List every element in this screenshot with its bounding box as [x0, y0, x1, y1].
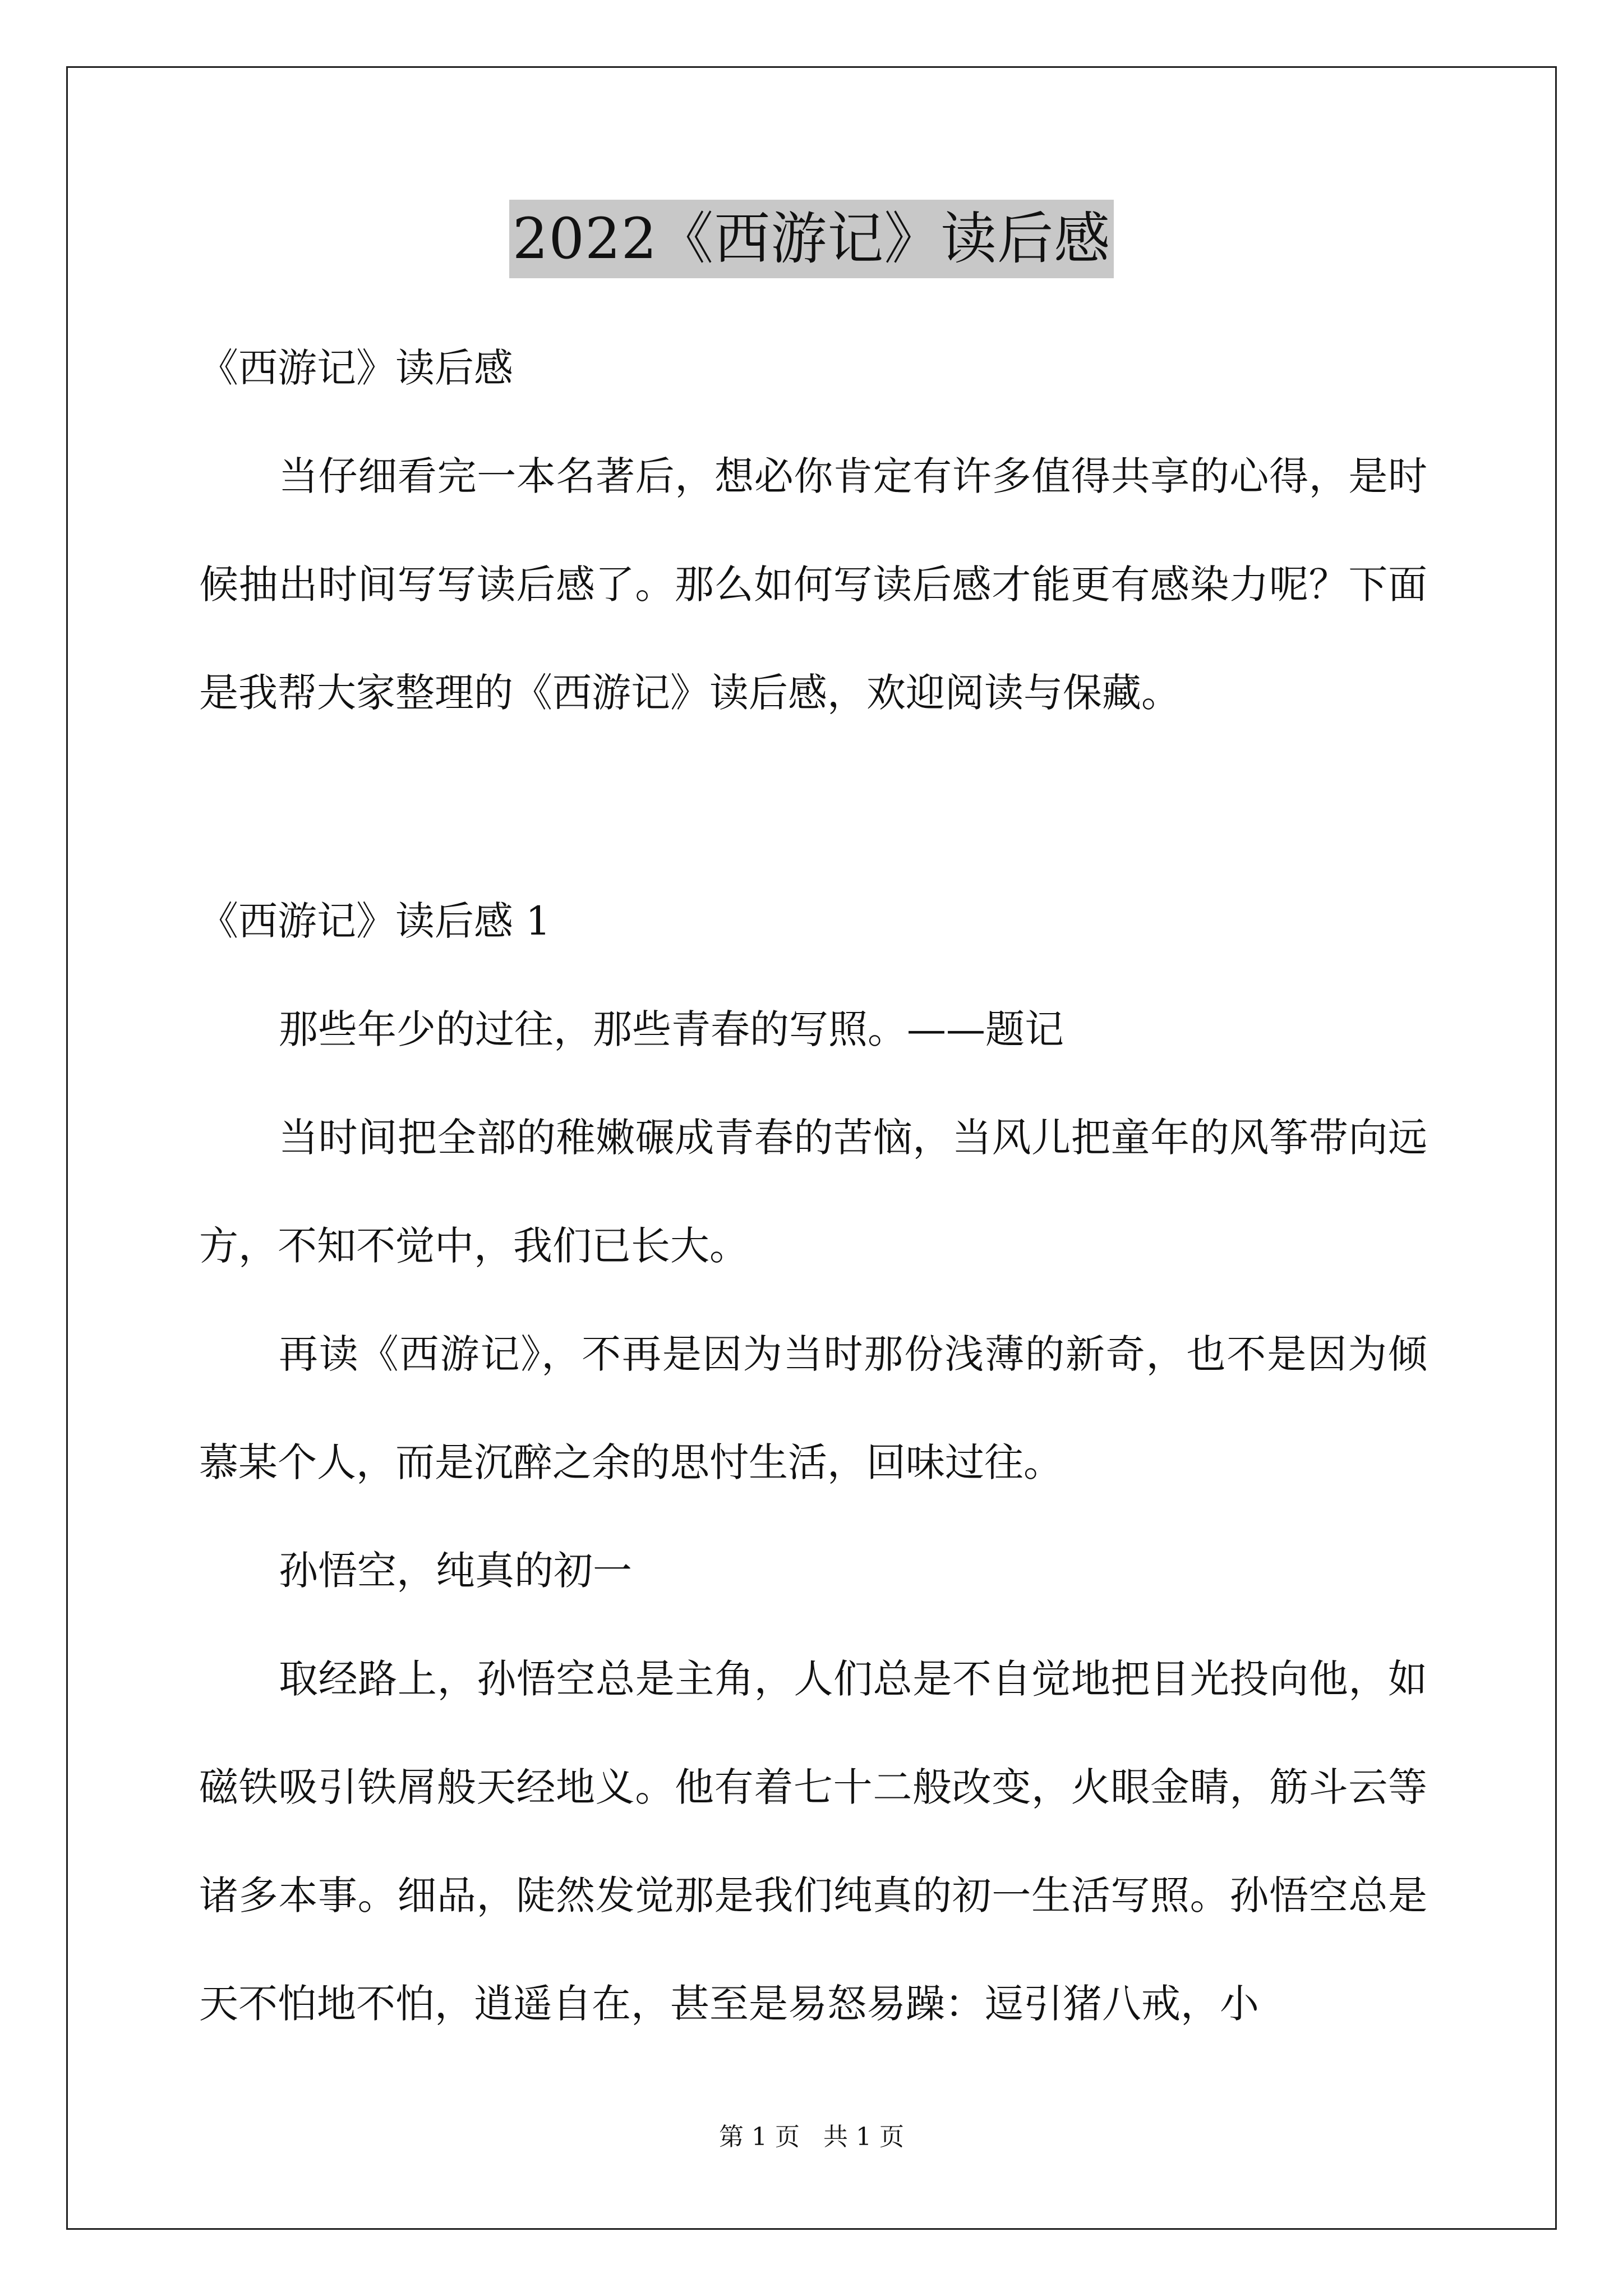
intro-heading: 《西游记》读后感 [199, 345, 513, 391]
page-total: 共 1 页 [823, 2123, 904, 2151]
title-wrap [0, 200, 1623, 278]
document-body [199, 314, 1427, 2058]
epigraph-paragraph: 那些年少的过往，那些青春的写照。——题记 [279, 1006, 1064, 1052]
section-heading: 《西游记》读后感 1 [199, 898, 551, 944]
body-paragraph: 取经路上，孙悟空总是主角，人们总是不自觉地把目光投向他，如磁铁吸引铁屑般天经地义。他有着七十二般改变，火眼金睛，筋斗云等诸多本事。细品，陡然发觉那是我们纯真的初一生活写照。孙悟空总是天不怕地不怕，逍遥自在，甚至是易怒易躁：逗引猪八戒，小 [199, 1656, 1427, 2027]
intro-paragraph: 当仔细看完一本名著后，想必你肯定有许多值得共享的心得，是时候抽出时间写写读后感了。那么如何写读后感才能更有感染力呢？下面是我帮大家整理的《西游记》读后感，欢迎阅读与保藏。 [199, 453, 1427, 716]
page-number: 第 1 页 [719, 2123, 800, 2151]
body-paragraph: 当时间把全部的稚嫩碾成青春的苦恼，当风儿把童年的风筝带向远方，不知不觉中，我们已长大。 [199, 1115, 1427, 1269]
section-gap [199, 747, 1427, 867]
document-title: 2022《西游记》读后感 [509, 200, 1114, 278]
body-paragraph: 再读《西游记》，不再是因为当时那份浅薄的新奇，也不是因为倾慕某个人，而是沉醉之余的思忖生活，回味过往。 [199, 1331, 1427, 1485]
subheading-paragraph: 孙悟空，纯真的初一 [279, 1548, 632, 1594]
page-footer [0, 2120, 1623, 2154]
